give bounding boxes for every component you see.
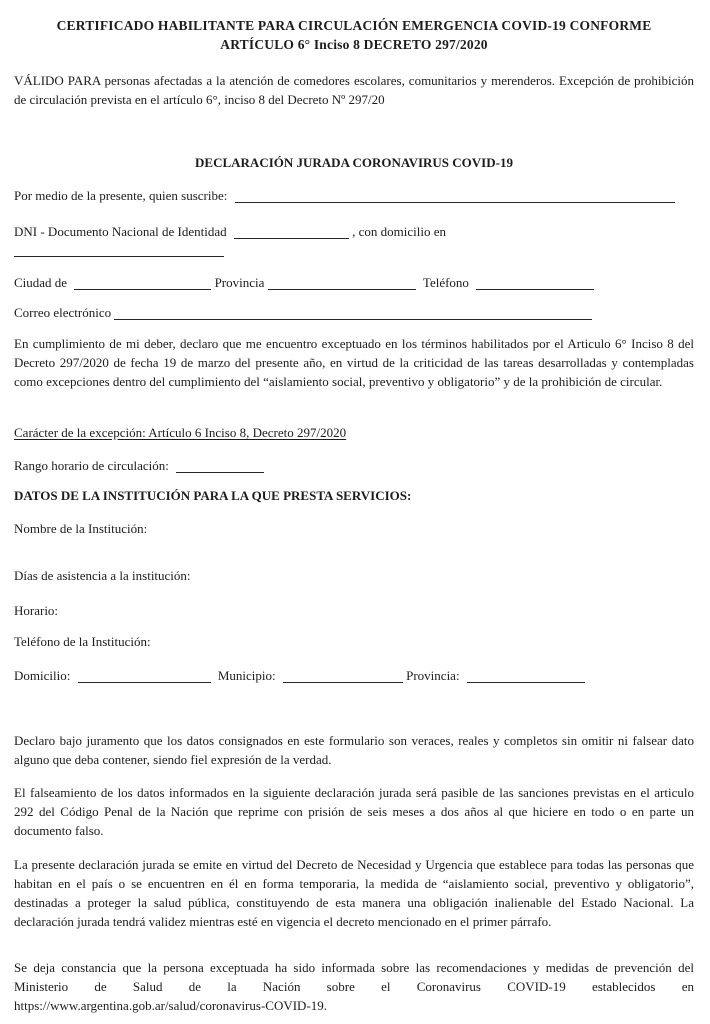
- certificate-title-line2: ARTÍCULO 6° Inciso 8 DECRETO 297/2020: [220, 37, 488, 52]
- domicilio-row: [14, 666, 694, 685]
- institucion-municipio-field[interactable]: [283, 670, 403, 683]
- suscribe-row: [14, 186, 694, 205]
- provincia-field[interactable]: [268, 277, 416, 290]
- institucion-domicilio-label: Domicilio:: [14, 668, 71, 683]
- institucion-horario-label: Horario:: [14, 603, 59, 618]
- constancia-paragraph: [14, 958, 694, 1015]
- domicilio-continuation-row: [14, 240, 694, 259]
- caracter-line: [14, 423, 694, 442]
- institucion-telefono-label: Teléfono de la Institución:: [14, 634, 151, 649]
- dni-field[interactable]: [234, 226, 349, 239]
- institucion-dias-label: Días de asistencia a la institución:: [14, 568, 191, 583]
- telefono-field[interactable]: [476, 277, 594, 290]
- dni-label: DNI - Documento Nacional de Identidad: [14, 224, 227, 239]
- ciudad-label: Ciudad de: [14, 275, 68, 290]
- ciudad-field[interactable]: [74, 277, 211, 290]
- dni-tail-label: , con domicilio en: [352, 224, 446, 239]
- coronavirus-info-link[interactable]: https://www.argentina.gob.ar/salud/coronavirus-COVID-19.: [14, 998, 328, 1013]
- institucion-heading: DATOS DE LA INSTITUCIÓN PARA LA QUE PRESTA SERVICIOS:: [14, 488, 412, 503]
- caracter-text: Carácter de la excepción: Artículo 6 Inciso 8, Decreto 297/2020: [14, 425, 347, 440]
- suscribe-field[interactable]: [235, 190, 675, 203]
- certificate-title-line1: CERTIFICADO HABILITANTE PARA CIRCULACIÓN EMERGENCIA COVID-19 CONFORME: [56, 18, 652, 33]
- telefono-label: Teléfono: [422, 275, 469, 290]
- declaration-heading: DECLARACIÓN JURADA CORONAVIRUS COVID-19: [195, 155, 513, 170]
- correo-label: Correo electrónico: [14, 305, 112, 320]
- institucion-municipio-label: Municipio:: [217, 668, 276, 683]
- institucion-domicilio-field[interactable]: [78, 670, 211, 683]
- domicilio-continuation-field[interactable]: [14, 244, 224, 257]
- correo-row: [14, 303, 694, 322]
- correo-field[interactable]: [114, 307, 592, 320]
- rango-field[interactable]: [176, 460, 264, 473]
- certificate-title: [14, 16, 694, 54]
- rango-label: Rango horario de circulación:: [14, 458, 169, 473]
- declaro-paragraph: Declaro bajo juramento que los datos consignados en este formulario son veraces, reales y completos sin omitir ni falsear dato alguno que deba contener, siendo fiel expresión de la verdad.: [14, 733, 694, 767]
- ciudad-row: [14, 273, 694, 292]
- constancia-text: Se deja constancia que la persona exceptuada ha sido informada sobre las recomendaciones y medidas de prevención del Ministerio de Salud de la Nación sobre el Coronavirus COVID-19 establecidos en: [14, 960, 694, 994]
- cumplimiento-paragraph: En cumplimiento de mi deber, declaro que me encuentro exceptuado en los términos habilitados por el Articulo 6° Inciso 8 del Decreto 297/2020 de fecha 19 de marzo del presente año, en virtud de la criticidad de las tareas desarrolladas y contempladas como excepciones dentro del cumplimiento del “aislamiento social, preventivo y obligatorio” y de la prohibición de circular.: [14, 336, 694, 389]
- presente-paragraph: La presente declaración jurada se emite en virtud del Decreto de Necesidad y Urgencia que establece para todas las personas que habitan en el país o se encuentren en él en forma temporaria, la medida de “aislamiento social, preventivo y obligatorio”, destinadas a proteger la salud pública, constituyendo de esta manera una obligación inalienable del Estado Nacional. La declaración jurada tendrá validez mientras esté en vigencia el decreto mencionado en el primer párrafo.: [14, 857, 694, 929]
- rango-row: [14, 456, 694, 475]
- institucion-provincia-label: Provincia:: [406, 668, 460, 683]
- intro-paragraph: VÁLIDO PARA personas afectadas a la atención de comedores escolares, comunitarios y merenderos. Excepción de prohibición de circulación prevista en el artículo 6°, inciso 8 del Decreto Nº 297/20: [14, 73, 694, 107]
- institucion-nombre-label: Nombre de la Institución:: [14, 521, 148, 536]
- institucion-provincia-field[interactable]: [467, 670, 585, 683]
- provincia-label: Provincia: [214, 275, 265, 290]
- dni-row: [14, 222, 694, 241]
- falseamiento-paragraph: El falseamiento de los datos informados en la siguiente declaración jurada será pasible de las sanciones previstas en el articulo 292 del Código Penal de la Nación que reprime con prisión de seis meses a dos años al que hiciere en todo o en parte un documento falso.: [14, 785, 694, 838]
- suscribe-label: Por medio de la presente, quien suscribe:: [14, 188, 228, 203]
